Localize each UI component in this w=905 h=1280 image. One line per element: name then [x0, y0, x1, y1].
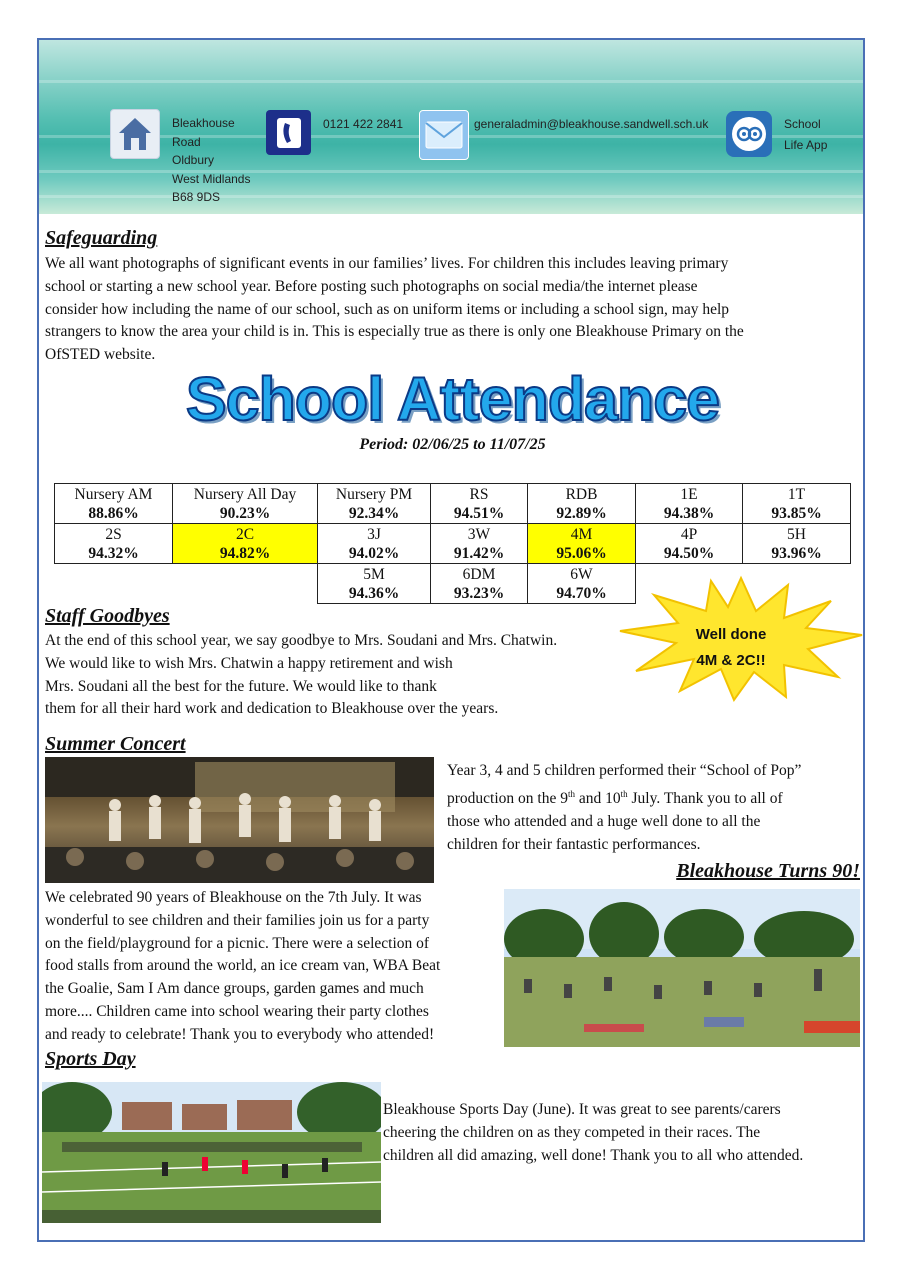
- attendance-cell: [528, 484, 636, 524]
- attendance-cell: [55, 484, 173, 524]
- party-photo: [504, 889, 860, 1047]
- attendance-period: Period: 02/06/25 to 11/07/25: [359, 436, 546, 453]
- turns-90-text: We celebrated 90 years of Bleakhouse on the 7th July. It was wonderful to see children and their families join us for a party on the field/playground for a picnic. There were a selection of food stalls from around the world, an ice cream van, WBA Beat the Goalie, Sam I Am dance groups, garden games and much more.... Children came into school wearing their party clothes and ready to celebrate! Thank you to everybody who attended!: [45, 889, 441, 1043]
- attendance-value: 94.50%: [663, 544, 715, 562]
- email-address[interactable]: generaladmin@bleakhouse.sandwell.sch.uk: [474, 117, 709, 131]
- class-name: 4M: [570, 525, 593, 543]
- attendance-cell: [636, 484, 743, 524]
- class-name: Nursery PM: [335, 485, 413, 503]
- attendance-value: 88.86%: [88, 504, 139, 522]
- attendance-value: 91.42%: [453, 544, 505, 562]
- class-name: 6DM: [462, 565, 496, 583]
- class-name: Nursery All Day: [193, 485, 297, 503]
- attendance-cell: [743, 524, 851, 564]
- attendance-cell: [173, 484, 318, 524]
- concert-photo: [45, 757, 434, 883]
- class-name: 5M: [363, 565, 385, 583]
- class-name: 1E: [680, 485, 698, 503]
- staff-goodbyes-text: At the end of this school year, we say goodbye to Mrs. Soudani and Mrs. Chatwin. We would like to wish Mrs. Chatwin a happy retirement and wish Mrs. Soudani all the best for the future. We would like to thank them for all their hard work and dedication to Bleakhouse over the years.: [45, 632, 558, 718]
- attendance-value: 95.06%: [556, 544, 607, 562]
- turns-90-heading: Bleakhouse Turns 90!: [676, 860, 860, 882]
- phone-number[interactable]: 0121 422 2841: [323, 117, 404, 131]
- attendance-row: [55, 484, 851, 524]
- attendance-title: School Attendance: [185, 365, 720, 433]
- attendance-cell: [636, 524, 743, 564]
- class-name: RS: [469, 485, 489, 503]
- attendance-cell: [431, 564, 528, 604]
- safeguarding-text: We all want photographs of significant events in our families’ lives. For children this includes leaving primary school or starting a new school year. Before posting such photographs on social media/the internet please consider how including the name of our school, such as on uniform items or including a school sign, may help strangers to know the area your child is in. This is especially true as there is only one Bleakhouse Primary on the OfSTED website.: [45, 255, 744, 364]
- class-name: 4P: [680, 525, 698, 543]
- attendance-cell: [318, 484, 431, 524]
- well-done-text: Well done 4M & 2C!!: [695, 626, 767, 669]
- summer-concert-text: Year 3, 4 and 5 children performed their “School of Pop” production on the 9th and 10th July. Thank you to all of those who attended and a huge well done to all the children for their fantastic performances.: [447, 762, 802, 853]
- attendance-value: 94.32%: [88, 544, 139, 562]
- class-name: 2C: [235, 525, 255, 543]
- address: Bleakhouse Road Oldbury West Midlands B68 9DS: [172, 116, 251, 204]
- attendance-value: 94.82%: [219, 544, 271, 562]
- attendance-cell: [173, 524, 318, 564]
- empty-cell: [173, 564, 318, 604]
- sports-day-heading: Sports Day: [45, 1048, 136, 1070]
- attendance-cell: [55, 524, 173, 564]
- attendance-value: 92.34%: [348, 504, 400, 522]
- class-name: 3W: [467, 525, 491, 543]
- empty-cell: [55, 564, 173, 604]
- app-label: School Life App: [784, 117, 828, 152]
- attendance-value: 94.38%: [663, 504, 715, 522]
- attendance-value: 93.96%: [771, 544, 822, 562]
- phone-icon: [266, 110, 311, 155]
- attendance-value: 93.85%: [771, 504, 822, 522]
- class-name: 5H: [787, 525, 806, 543]
- attendance-cell: [431, 524, 528, 564]
- attendance-row: [55, 524, 851, 564]
- attendance-value: 93.23%: [453, 584, 505, 602]
- school-life-app-icon: [726, 111, 772, 157]
- attendance-value: 94.51%: [453, 504, 505, 522]
- class-name: RDB: [565, 485, 598, 503]
- sports-day-text: Bleakhouse Sports Day (June). It was great to see parents/carers cheering the children on as they competed in their races. The children all did amazing, well done! Thank you to all who attended.: [383, 1101, 804, 1164]
- class-name: 2S: [105, 525, 122, 543]
- class-name: 6W: [570, 565, 593, 583]
- sports-day-photo: [42, 1082, 381, 1223]
- attendance-value: 94.02%: [348, 544, 400, 562]
- attendance-cell: [318, 524, 431, 564]
- summer-concert-heading: Summer Concert: [45, 733, 186, 755]
- class-name: 1T: [787, 485, 806, 503]
- attendance-cell: [431, 484, 528, 524]
- safeguarding-heading: Safeguarding: [45, 227, 158, 249]
- mail-icon: [419, 110, 469, 160]
- attendance-cell: [318, 564, 431, 604]
- attendance-value: 92.89%: [556, 504, 607, 522]
- attendance-value: 94.36%: [348, 584, 400, 602]
- class-name: 3J: [367, 525, 381, 543]
- home-icon: [110, 109, 160, 159]
- attendance-cell: [743, 484, 851, 524]
- attendance-value: 90.23%: [219, 504, 271, 522]
- staff-goodbyes-heading: Staff Goodbyes: [45, 605, 170, 627]
- class-name: Nursery AM: [74, 485, 153, 503]
- attendance-cell: [528, 524, 636, 564]
- attendance-value: 94.70%: [556, 584, 607, 602]
